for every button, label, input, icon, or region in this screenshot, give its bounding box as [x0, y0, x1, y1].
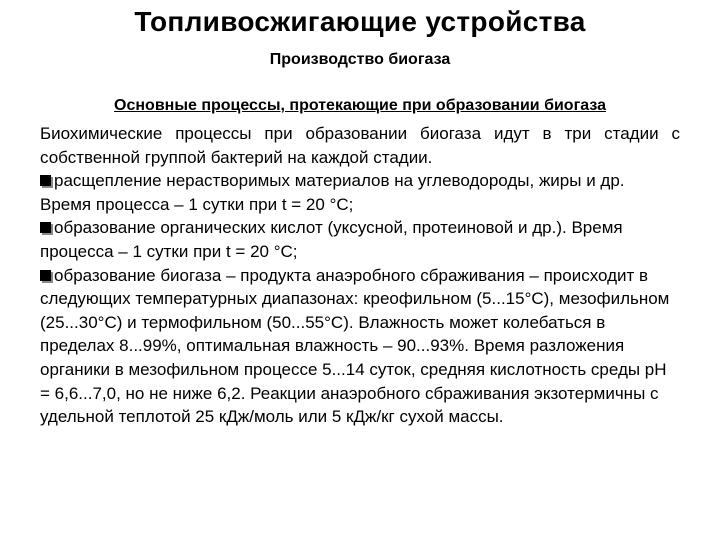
bullet-text-3: образование биогаза – продукта анаэробного сбраживания – происходит в следующих температурных диапазонах: креофильном (5...15°С), мезофильном (25...30°С) и термофильном (50...55°С). Влажность может колебаться в пределах 8...99%, оптимальная влажность – 90...93%. Время разложения органики в мезофильном процессе 5...14 суток, средняя кислотность среды рН = 6,6...7,0, но не ниже 6,2. Реакции анаэробного сбраживания экзотермичны с удельной теплотой 25 кДж/моль или 5 кДж/кг сухой массы. [40, 265, 670, 427]
bullet-item-3 [40, 264, 680, 429]
bullet-text-2: образование органических кислот (уксусной, протеиновой и др.). Время процесса – 1 сутки при t = 20 °С; [40, 218, 623, 261]
square-bullet-icon [40, 175, 51, 186]
square-bullet-icon [40, 222, 51, 233]
bullet-item-2 [40, 216, 680, 263]
intro-paragraph: Биохимические процессы при образовании биогаза идут в три стадии с собственной группой бактерий на каждой стадии. [40, 124, 680, 167]
bullet-item-1 [40, 169, 680, 216]
slide-title: Топливосжигающие устройства [134, 6, 586, 37]
body-text [40, 122, 680, 429]
section-heading: Основные процессы, протекающие при образовании биогаза [114, 97, 606, 114]
slide-subtitle: Производство биогаза [269, 51, 451, 68]
bullet-text-1: расщепление нерастворимых материалов на углеводороды, жиры и др. Время процесса – 1 сутки при t = 20 °С; [40, 171, 625, 214]
square-bullet-icon [40, 270, 51, 281]
